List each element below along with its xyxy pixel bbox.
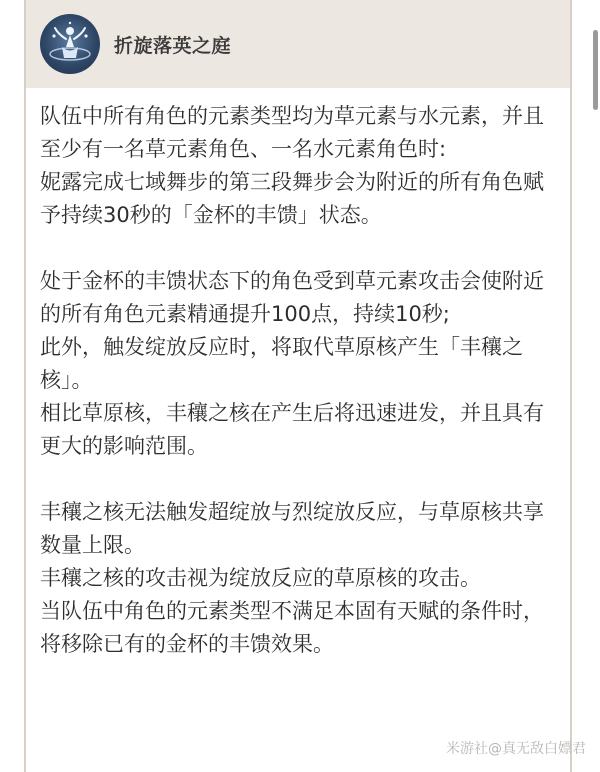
description-line: 队伍中所有角色的元素类型均为草元素与水元素，并且至少有一名草元素角色、一名水元素角色时:: [40, 104, 544, 161]
description-line: 此外，触发绽放反应时，将取代草原核产生「丰穰之核」。: [40, 335, 523, 392]
watermark: 米游社@真无敌白嫖君: [446, 741, 586, 757]
description-line: 丰穰之核的攻击视为绽放反应的草原核的攻击。: [40, 566, 481, 590]
description-line: 当队伍中角色的元素类型不满足本固有天赋的条件时，将移除已有的金杯的丰馈效果。: [40, 599, 544, 656]
description-paragraph-1: [40, 100, 558, 232]
talent-title: 折旋落英之庭: [114, 34, 232, 57]
talent-dancer-icon: [40, 14, 100, 74]
description-line: 处于金杯的丰馈状态下的角色受到草元素攻击会使附近的所有角色元素精通提升100点，持续10秒;: [40, 269, 544, 326]
talent-description: [26, 88, 570, 661]
description-line: 相比草原核，丰穰之核在产生后将迅速进发，并且具有更大的影响范围。: [40, 401, 544, 458]
talent-card: [24, 0, 572, 772]
description-line: 丰穰之核无法触发超绽放与烈绽放反应，与草原核共享数量上限。: [40, 500, 544, 557]
description-paragraph-3: [40, 496, 558, 661]
talent-header: [26, 0, 570, 88]
description-paragraph-2: [40, 265, 558, 463]
scrollbar[interactable]: [593, 30, 598, 110]
description-line: 妮露完成七域舞步的第三段舞步会为附近的所有角色赋予持续30秒的「金杯的丰馈」状态。: [40, 170, 544, 227]
